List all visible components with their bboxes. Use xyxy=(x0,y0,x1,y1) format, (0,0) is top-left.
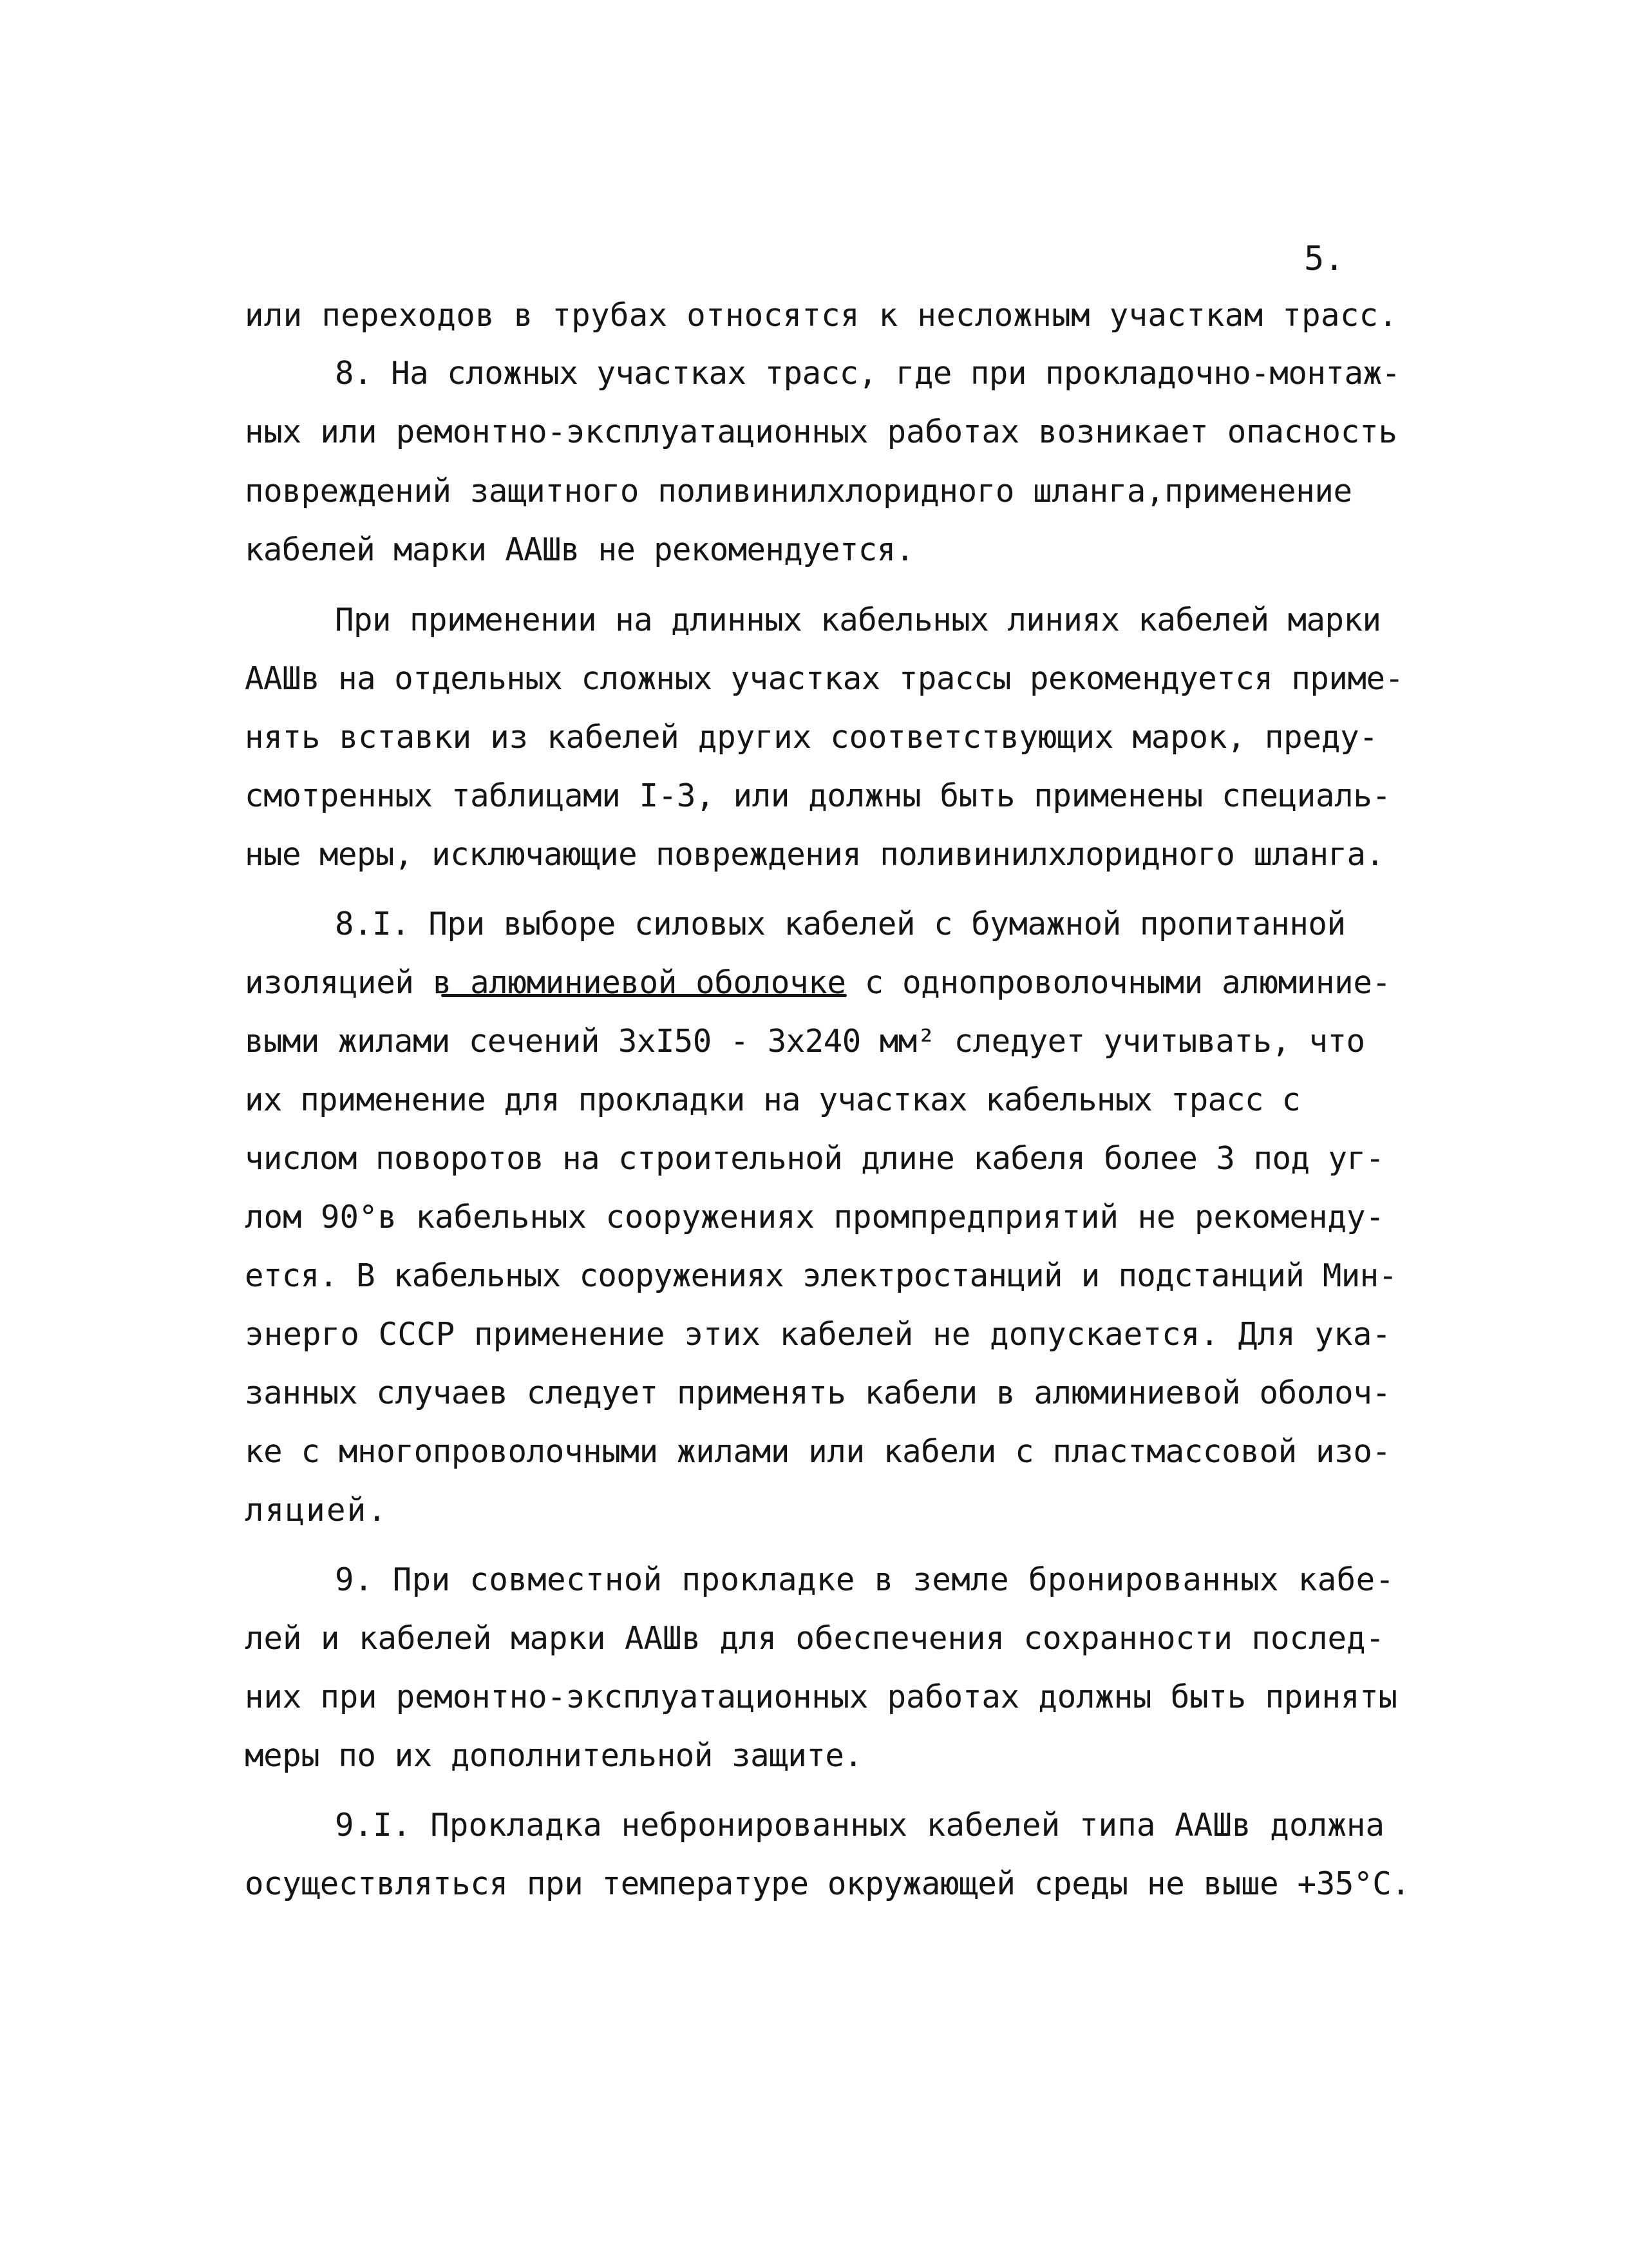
text-line: или переходов в трубах относятся к несложным участкам трасс. xyxy=(245,297,1398,334)
text-line: числом поворотов на строительной длине кабеля более 3 под уг- xyxy=(245,1140,1385,1177)
text-line: 8.I. При выборе силовых кабелей с бумажной пропитанной xyxy=(335,906,1346,942)
text-line: них при ремонтно-эксплуатационных работах должны быть приняты xyxy=(245,1679,1397,1715)
text-line: выми жилами сечений 3хI50 - 3х240 мм² следует учитывать, что xyxy=(245,1023,1365,1060)
text-line: их применение для прокладки на участках кабельных трасс с xyxy=(245,1082,1301,1118)
text-line: 8. На сложных участках трасс, где при прокладочно-монтаж- xyxy=(335,355,1401,392)
text-line: При применении на длинных кабельных линиях кабелей марки xyxy=(335,602,1381,638)
handwritten-underline xyxy=(441,994,847,997)
text-line: 9.I. Прокладка небронированных кабелей типа ААШв должна xyxy=(335,1807,1385,1844)
text-line: лей и кабелей марки ААШв для обеспечения сохранности послед- xyxy=(245,1620,1385,1657)
text-line: меры по их дополнительной защите. xyxy=(245,1737,863,1774)
text-line: ется. В кабельных сооружениях электростанций и подстанций Мин- xyxy=(245,1257,1397,1294)
text-line: 9. При совместной прокладке в земле бронированных кабе- xyxy=(335,1561,1395,1598)
text-line: смотренных таблицами I-3, или должны быть применены специаль- xyxy=(245,777,1391,814)
text-line: осуществляться при температуре окружающей среды не выше +35°С. xyxy=(245,1865,1410,1902)
text-line: изоляцией в алюминиевой оболочке с однопроволочными алюминие- xyxy=(245,964,1391,1001)
text-line: нять вставки из кабелей других соответствующих марок, преду- xyxy=(245,719,1378,756)
text-line: ных или ремонтно-эксплуатационных работах возникает опасность xyxy=(245,414,1397,450)
text-line: ные меры, исключающие повреждения поливинилхлоридного шланга. xyxy=(245,836,1385,873)
text-line: ляцией. xyxy=(245,1492,388,1529)
text-line: ке с многопроволочными жилами или кабели с пластмассовой изо- xyxy=(245,1433,1391,1470)
text-line: занных случаев следует применять кабели в алюминиевой оболоч- xyxy=(245,1375,1391,1411)
text-line: ААШв на отдельных сложных участках трассы рекомендуется приме- xyxy=(245,660,1404,697)
text-line: лом 90°в кабельных сооружениях промпредприятий не рекоменду- xyxy=(245,1199,1385,1235)
text-line: энерго СССР применение этих кабелей не допускается. Для ука- xyxy=(245,1316,1392,1353)
page-number: 5. xyxy=(1304,240,1345,278)
text-line: кабелей марки ААШв не рекомендуется. xyxy=(245,531,914,568)
text-line: повреждений защитного поливинилхлоридного шланга,применение xyxy=(245,473,1352,510)
